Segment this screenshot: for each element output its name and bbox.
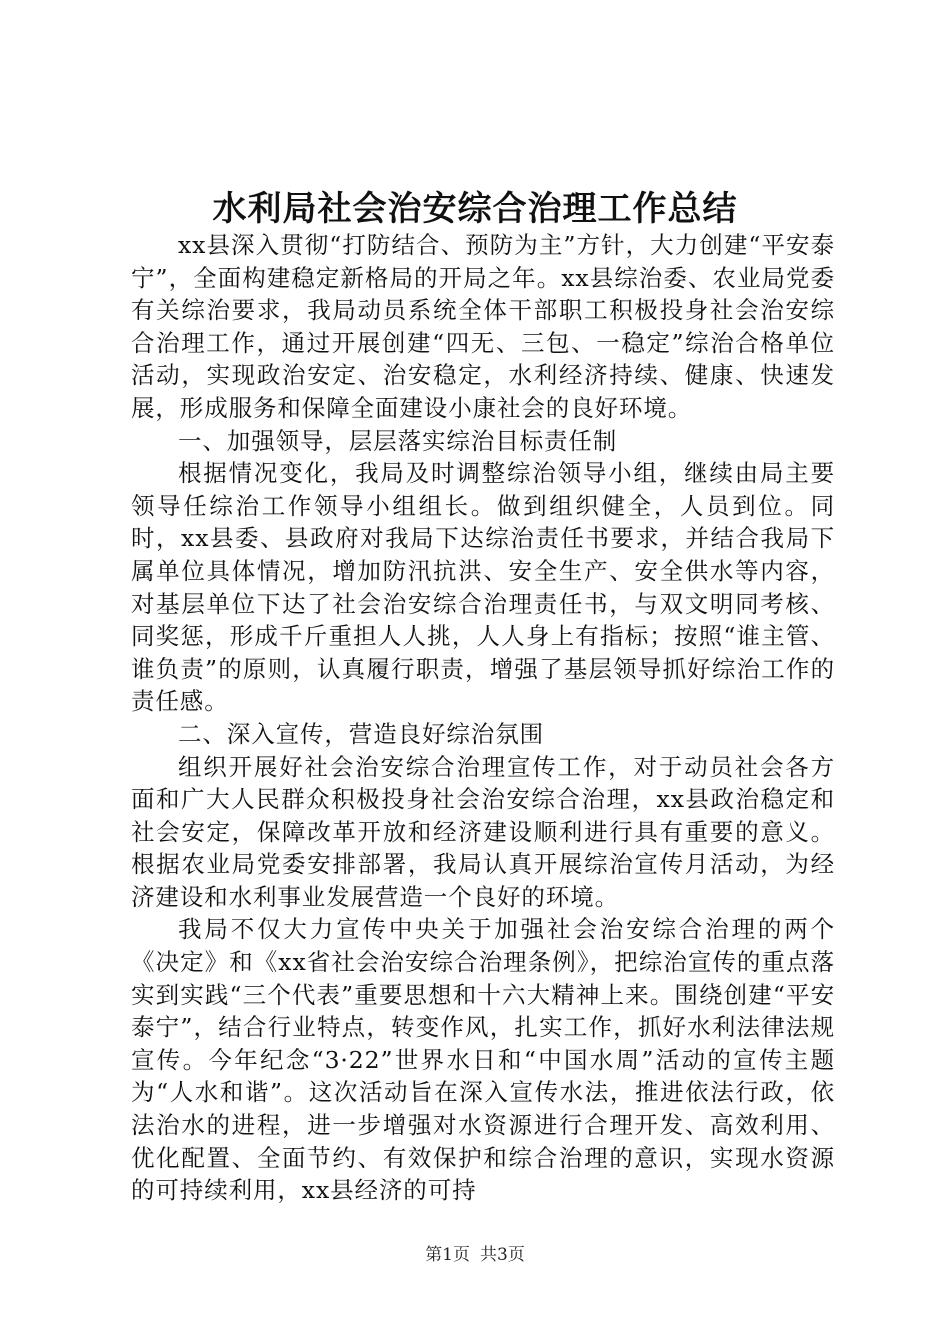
body-paragraph: 我局不仅大力宣传中央关于加强社会治安综合治理的两个《决定》和《xx省社会治安综合治理条例》，把综治宣传的重点落实到实践“三个代表”重要思想和十六大精神上来。围绕创建“平安泰宁”，结合行业特点，转变作风，扎实工作，抓好水利法律法规宣传。今年纪念“3·22”世界水日和“中国水周”活动的宣传主题为“人水和谐”。这次活动旨在深入宣传水法，推进依法行政，依法治水的进程，进一步增强对水资源进行合理开发、高效利用、优化配置、全面节约、有效保护和综合治理的意识，实现水资源的可持续利用，xx县经济的可持 [131, 915, 835, 1205]
section-heading: 二、深入宣传，营造良好综治氛围 [178, 719, 544, 748]
body-paragraph: xx县深入贯彻“打防结合、预防为主”方针，大力创建“平安泰宁”，全面构建稳定新格局的开局之年。xx县综治委、农业局党委有关综治要求，我局动员系统全体干部职工积极投身社会治安综合治理工作，通过开展创建“四无、三包、一稳定”综治合格单位活动，实现政治安定、治安稳定，水利经济持续、健康、快速发展，形成服务和保障全面建设小康社会的良好环境。 [131, 231, 835, 422]
page-number: 第1页 [425, 1245, 470, 1265]
document-body [131, 229, 835, 1207]
body-paragraph: 根据情况变化，我局及时调整综治领导小组，继续由局主要领导任综治工作领导小组组长。做到组织健全，人员到位。同时，xx县委、县政府对我局下达综治责任书要求，并结合我局下属单位具体情况，增加防汛抗洪、安全生产、安全供水等内容，对基层单位下达了社会治安综合治理责任书，与双文明同考核、同奖惩，形成千斤重担人人挑，人人身上有指标；按照“谁主管、谁负责”的原则，认真履行职责，增强了基层领导抓好综治工作的责任感。 [131, 459, 835, 716]
section-heading: 一、加强领导，层层落实综治目标责任制 [178, 426, 618, 455]
page-total: 共3页 [480, 1245, 525, 1265]
page-footer [0, 1244, 950, 1266]
body-paragraph: 组织开展好社会治安综合治理宣传工作，对于动员社会各方面和广大人民群众积极投身社会治安综合治理，xx县政治稳定和社会安定，保障改革开放和经济建设顺利进行具有重要的意义。根据农业局党委安排部署，我局认真开展综治宣传月活动，为经济建设和水利事业发展营造一个良好的环境。 [131, 752, 835, 911]
document-title: 水利局社会治安综合治理工作总结 [212, 189, 738, 229]
